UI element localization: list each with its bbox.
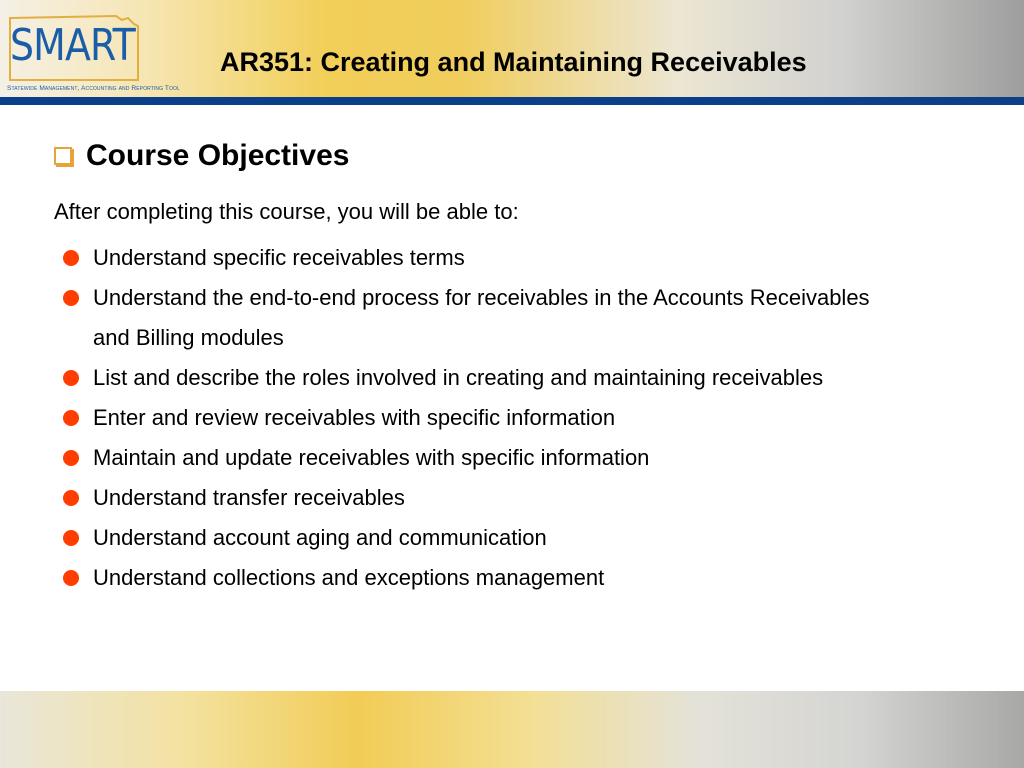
bullet-dot-icon [63,490,79,506]
objective-text: Enter and review receivables with specific information [93,405,616,430]
section-heading-text: Course Objectives [86,139,350,172]
section-heading [54,136,349,176]
smart-logo [4,8,180,92]
footer-band [0,691,1024,768]
bullet-dot-icon [63,530,79,546]
list-item [60,238,900,278]
bullet-dot-icon [63,370,79,386]
list-item [60,518,900,558]
objective-text: List and describe the roles involved in creating and maintaining receivables [93,365,824,390]
list-item [60,278,900,358]
list-item [60,358,900,398]
bullet-dot-icon [63,250,79,266]
slide-title: AR351: Creating and Maintaining Receivables [220,47,807,77]
intro-text: After completing this course, you will be able to: [54,199,519,224]
objective-text: Understand the end-to-end process for receivables in the Accounts Receivables and Billing modules [93,285,870,350]
list-item [60,478,900,518]
checkbox-bullet-icon [54,147,72,165]
objective-text: Understand account aging and communication [93,525,547,550]
logo-tagline: Statewide Management, Accounting and Reporting Tool [7,85,180,92]
list-item [60,438,900,478]
header-rule [0,97,1024,105]
header-banner [0,0,1024,97]
bullet-dot-icon [63,290,79,306]
list-item [60,558,900,598]
objective-text: Understand collections and exceptions management [93,565,605,590]
list-item [60,398,900,438]
objective-text: Understand transfer receivables [93,485,405,510]
objective-text: Understand specific receivables terms [93,245,465,270]
objectives-list [60,238,900,598]
logo-wordmark: SMART [10,20,135,71]
bullet-dot-icon [63,410,79,426]
objective-text: Maintain and update receivables with specific information [93,445,650,470]
bullet-dot-icon [63,450,79,466]
bullet-dot-icon [63,570,79,586]
